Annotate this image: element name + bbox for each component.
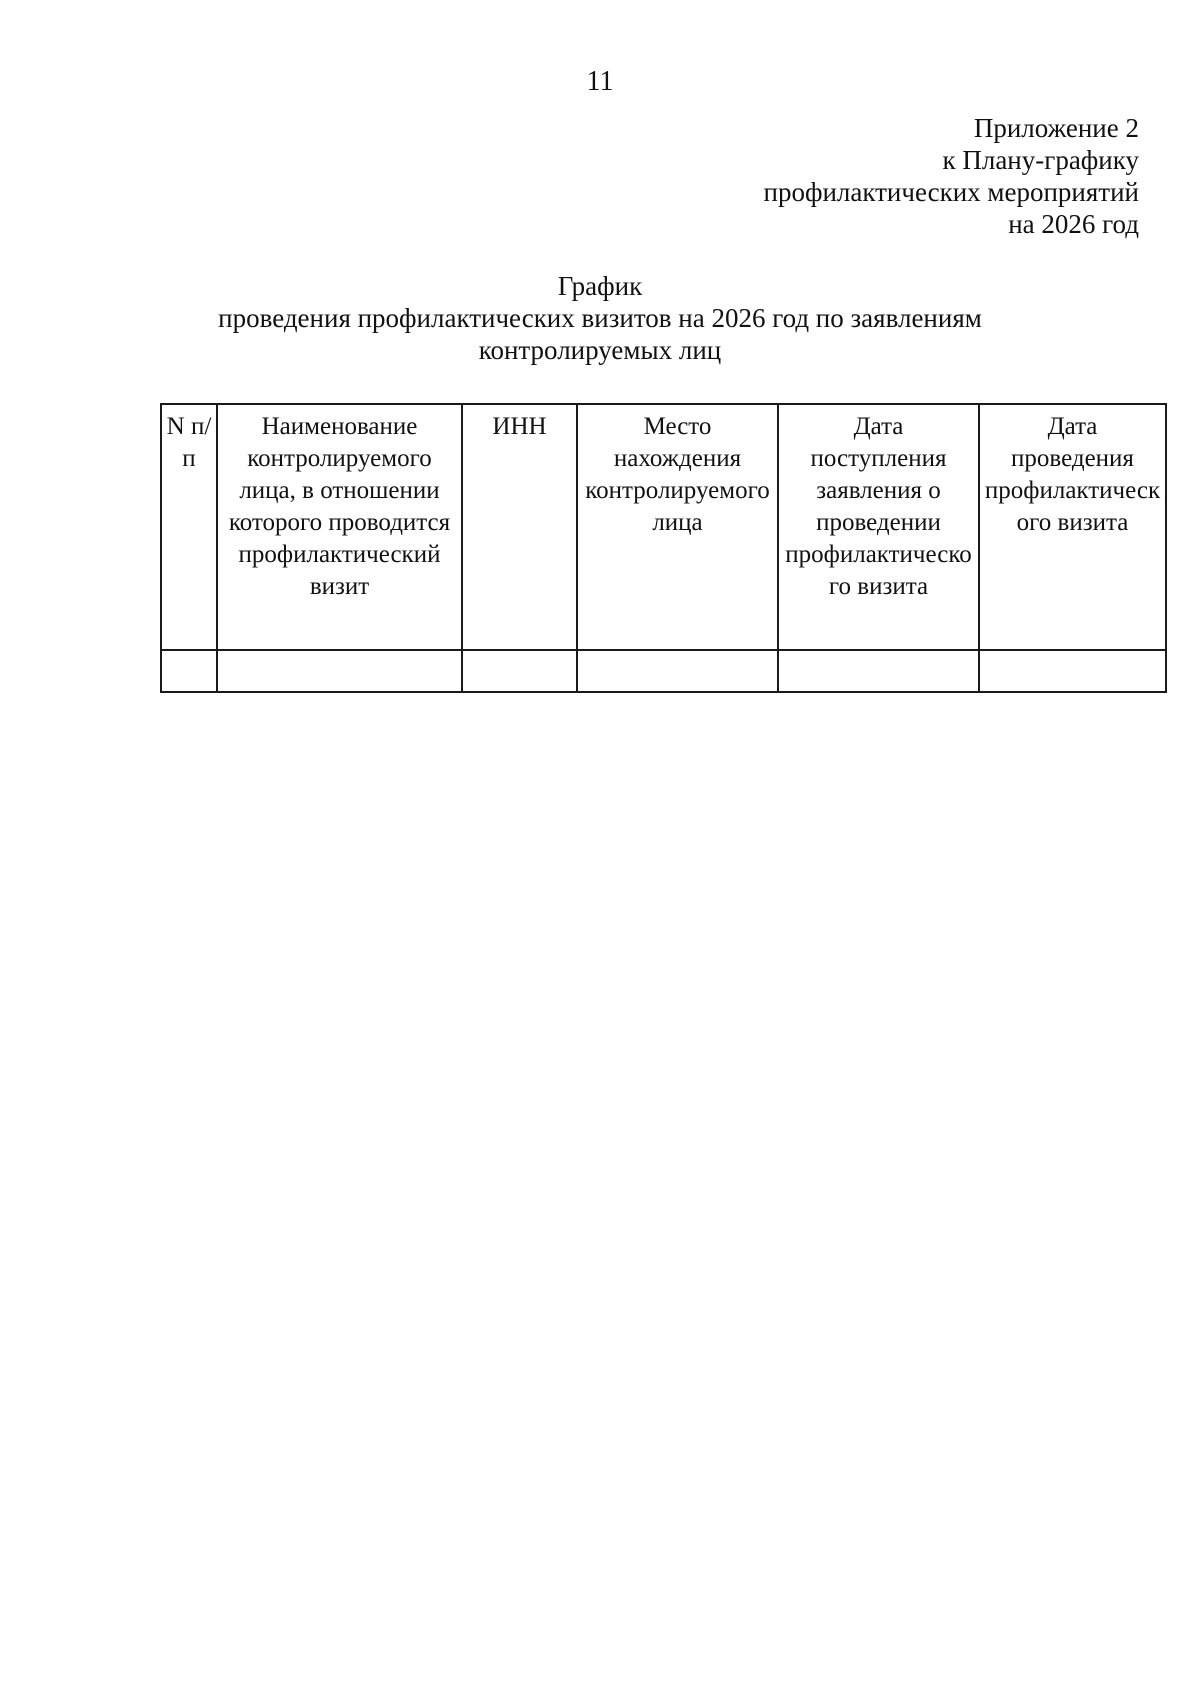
title-line: проведения профилактических визитов на 2026 год по заявлениям [218,303,982,333]
table-row [161,650,1166,692]
table-cell [462,650,577,692]
table-header-row [161,404,1166,650]
title-line: График [557,271,643,301]
document-title [0,270,1200,366]
table-cell [979,650,1166,692]
header-location: Место нахождения контролируемого лица [577,404,778,650]
appendix-line: Приложение 2 [973,113,1139,143]
table-cell [217,650,462,692]
header-application-date: Дата поступления заявления о проведении профилактического визита [778,404,979,650]
appendix-line: на 2026 год [1008,209,1139,239]
table-cell [577,650,778,692]
schedule-table [160,403,1167,693]
appendix-line: профилактических мероприятий [763,177,1139,207]
appendix-line: к Плану-графику [942,145,1139,175]
page-number: 11 [586,66,614,97]
header-entity-name: Наименование контролируемого лица, в отношении которого проводится профилактический визит [217,404,462,650]
table-cell [161,650,217,692]
table-cell [778,650,979,692]
header-number: N п/п [161,404,217,650]
header-visit-date: Дата проведения профилактического визита [979,404,1166,650]
appendix-note [764,112,1139,240]
header-inn: ИНН [462,404,577,650]
title-line: контролируемых лиц [478,335,722,365]
